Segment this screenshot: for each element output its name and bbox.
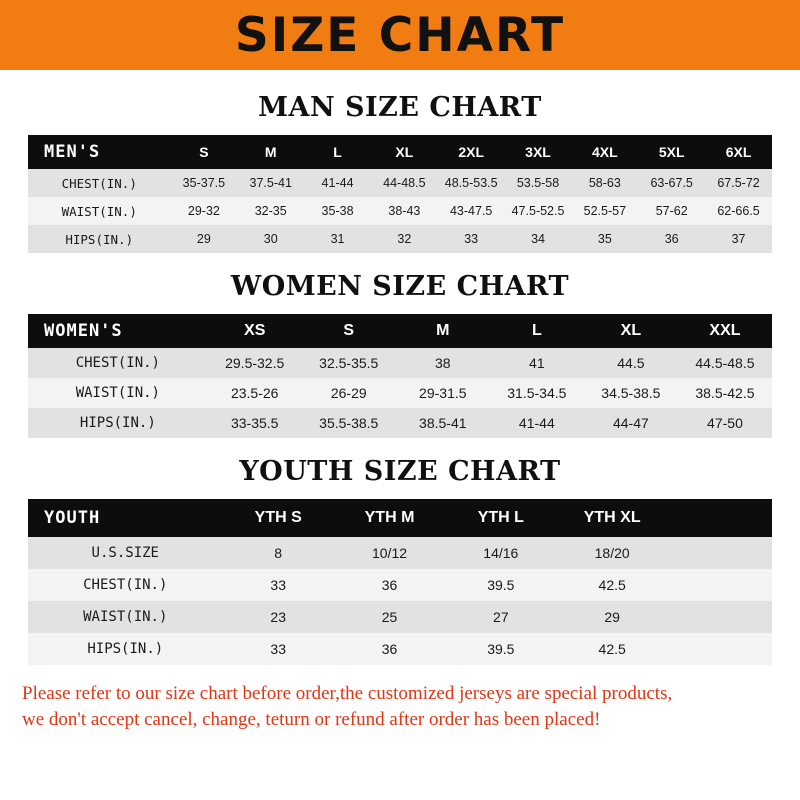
man-row-2-cell-7: 36	[638, 225, 705, 253]
women-row-0-cell-5: 44.5-48.5	[678, 348, 772, 378]
women-table-wrap	[28, 314, 772, 438]
man-table-header	[28, 135, 772, 169]
youth-row-3-cell-1: 36	[334, 633, 445, 665]
women-row-0-cell-3: 41	[490, 348, 584, 378]
man-section-title: MAN SIZE CHART	[258, 92, 542, 123]
women-row-1-cell-2: 29-31.5	[396, 378, 490, 408]
man-header-cell-1: S	[170, 135, 237, 169]
man-row-1-cell-0: 29-32	[170, 197, 237, 225]
youth-size-table	[28, 499, 772, 665]
women-row-1-cell-1: 26-29	[302, 378, 396, 408]
man-row-0-cell-3: 44-48.5	[371, 169, 438, 197]
youth-row-1-cell-0: 33	[223, 569, 334, 601]
man-row-1-cell-6: 52.5-57	[571, 197, 638, 225]
youth-header-cell-0: YOUTH	[28, 499, 223, 537]
man-row-2-cell-4: 33	[438, 225, 505, 253]
women-row-0-cell-0: 29.5-32.5	[208, 348, 302, 378]
women-row-2-cell-4: 44-47	[584, 408, 678, 438]
man-row-2-cell-6: 35	[571, 225, 638, 253]
table-row	[28, 169, 772, 197]
page-title: SIZE CHART	[62, 0, 738, 70]
women-row-2-cell-3: 41-44	[490, 408, 584, 438]
man-size-table	[28, 135, 772, 253]
women-header-cell-4: L	[490, 314, 584, 348]
women-row-1-cell-0: 23.5-26	[208, 378, 302, 408]
youth-section-title: YOUTH SIZE CHART	[239, 456, 561, 487]
man-row-0-cell-8: 67.5-72	[705, 169, 772, 197]
note-line-2: we don't accept cancel, change, teturn or refund after order has been placed!	[22, 708, 601, 730]
table-row	[28, 537, 772, 569]
women-row-2-cell-2: 38.5-41	[396, 408, 490, 438]
man-row-1-cell-2: 35-38	[304, 197, 371, 225]
table-row	[28, 601, 772, 633]
women-row-1-cell-3: 31.5-34.5	[490, 378, 584, 408]
youth-row-2-cell-0: 23	[223, 601, 334, 633]
note-line-1: Please refer to our size chart before order,the customized jerseys are special products,	[22, 683, 673, 704]
youth-row-0-spacer	[668, 537, 772, 569]
table-row	[28, 633, 772, 665]
table-row	[28, 348, 772, 378]
youth-row-0-cell-1: 10/12	[334, 537, 445, 569]
women-size-table	[28, 314, 772, 438]
man-row-0-cell-6: 58-63	[571, 169, 638, 197]
women-row-0-cell-1: 32.5-35.5	[302, 348, 396, 378]
youth-row-0-cell-0: 8	[223, 537, 334, 569]
youth-row-2-cell-2: 27	[445, 601, 556, 633]
youth-row-2-cell-1: 25	[334, 601, 445, 633]
man-row-2-cell-2: 31	[304, 225, 371, 253]
women-row-0-cell-2: 38	[396, 348, 490, 378]
youth-row-0-cell-2: 14/16	[445, 537, 556, 569]
youth-row-3-cell-2: 39.5	[445, 633, 556, 665]
table-row	[28, 197, 772, 225]
women-row-2-cell-5: 47-50	[678, 408, 772, 438]
women-row-2-cell-1: 35.5-38.5	[302, 408, 396, 438]
man-row-0-label: CHEST(IN.)	[28, 169, 170, 197]
youth-row-2-spacer	[668, 601, 772, 633]
man-row-2-cell-3: 32	[371, 225, 438, 253]
man-row-2-label: HIPS(IN.)	[28, 225, 170, 253]
table-row	[28, 569, 772, 601]
youth-row-3-spacer	[668, 633, 772, 665]
women-row-1-cell-5: 38.5-42.5	[678, 378, 772, 408]
youth-row-0-cell-3: 18/20	[556, 537, 667, 569]
women-header-cell-3: M	[396, 314, 490, 348]
man-row-1-cell-8: 62-66.5	[705, 197, 772, 225]
women-header-cell-6: XXL	[678, 314, 772, 348]
youth-row-2-label: WAIST(IN.)	[28, 601, 223, 633]
women-row-0-label: CHEST(IN.)	[28, 348, 208, 378]
man-row-0-cell-5: 53.5-58	[505, 169, 572, 197]
women-row-2-label: HIPS(IN.)	[28, 408, 208, 438]
man-header-cell-7: 4XL	[571, 135, 638, 169]
man-row-0-cell-7: 63-67.5	[638, 169, 705, 197]
youth-header-cell-3: YTH L	[445, 499, 556, 537]
youth-row-1-cell-2: 39.5	[445, 569, 556, 601]
man-row-2-cell-0: 29	[170, 225, 237, 253]
man-header-cell-6: 3XL	[505, 135, 572, 169]
youth-row-1-cell-1: 36	[334, 569, 445, 601]
women-row-0-cell-4: 44.5	[584, 348, 678, 378]
man-row-1-label: WAIST(IN.)	[28, 197, 170, 225]
youth-row-1-label: CHEST(IN.)	[28, 569, 223, 601]
banner-accent-left	[0, 0, 62, 70]
table-header-row	[28, 135, 772, 169]
man-row-1-cell-5: 47.5-52.5	[505, 197, 572, 225]
youth-row-1-spacer	[668, 569, 772, 601]
youth-header-cell-1: YTH S	[223, 499, 334, 537]
women-header-cell-0: WOMEN'S	[28, 314, 208, 348]
youth-table-body	[28, 537, 772, 665]
youth-row-2-cell-3: 29	[556, 601, 667, 633]
youth-table-wrap	[28, 499, 772, 665]
man-header-cell-2: M	[237, 135, 304, 169]
banner-accent-right	[738, 0, 800, 70]
youth-row-1-cell-3: 42.5	[556, 569, 667, 601]
youth-header-spacer	[668, 499, 772, 537]
man-row-2-cell-1: 30	[237, 225, 304, 253]
youth-row-3-cell-3: 42.5	[556, 633, 667, 665]
women-header-cell-2: S	[302, 314, 396, 348]
man-row-0-cell-1: 37.5-41	[237, 169, 304, 197]
man-header-cell-8: 5XL	[638, 135, 705, 169]
header-banner	[0, 0, 800, 70]
women-header-cell-1: XS	[208, 314, 302, 348]
man-row-1-cell-7: 57-62	[638, 197, 705, 225]
table-row	[28, 378, 772, 408]
man-header-cell-5: 2XL	[438, 135, 505, 169]
women-row-1-label: WAIST(IN.)	[28, 378, 208, 408]
man-row-0-cell-0: 35-37.5	[170, 169, 237, 197]
order-policy-note	[22, 681, 778, 732]
youth-row-0-label: U.S.SIZE	[28, 537, 223, 569]
women-table-header	[28, 314, 772, 348]
table-header-row	[28, 314, 772, 348]
man-header-cell-4: XL	[371, 135, 438, 169]
man-row-2-cell-5: 34	[505, 225, 572, 253]
women-section-title: WOMEN SIZE CHART	[230, 271, 570, 302]
table-row	[28, 408, 772, 438]
man-header-cell-9: 6XL	[705, 135, 772, 169]
man-header-cell-3: L	[304, 135, 371, 169]
man-table-body	[28, 169, 772, 253]
man-row-2-cell-8: 37	[705, 225, 772, 253]
table-header-row	[28, 499, 772, 537]
youth-row-3-cell-0: 33	[223, 633, 334, 665]
man-row-0-cell-4: 48.5-53.5	[438, 169, 505, 197]
man-table-wrap	[28, 135, 772, 253]
man-row-0-cell-2: 41-44	[304, 169, 371, 197]
man-header-cell-0: MEN'S	[28, 135, 170, 169]
youth-header-cell-2: YTH M	[334, 499, 445, 537]
table-row	[28, 225, 772, 253]
women-header-cell-5: XL	[584, 314, 678, 348]
man-row-1-cell-3: 38-43	[371, 197, 438, 225]
youth-table-header	[28, 499, 772, 537]
man-row-1-cell-1: 32-35	[237, 197, 304, 225]
youth-row-3-label: HIPS(IN.)	[28, 633, 223, 665]
man-row-1-cell-4: 43-47.5	[438, 197, 505, 225]
women-row-2-cell-0: 33-35.5	[208, 408, 302, 438]
women-table-body	[28, 348, 772, 438]
youth-header-cell-4: YTH XL	[556, 499, 667, 537]
bottom-spacer	[0, 786, 800, 800]
women-row-1-cell-4: 34.5-38.5	[584, 378, 678, 408]
